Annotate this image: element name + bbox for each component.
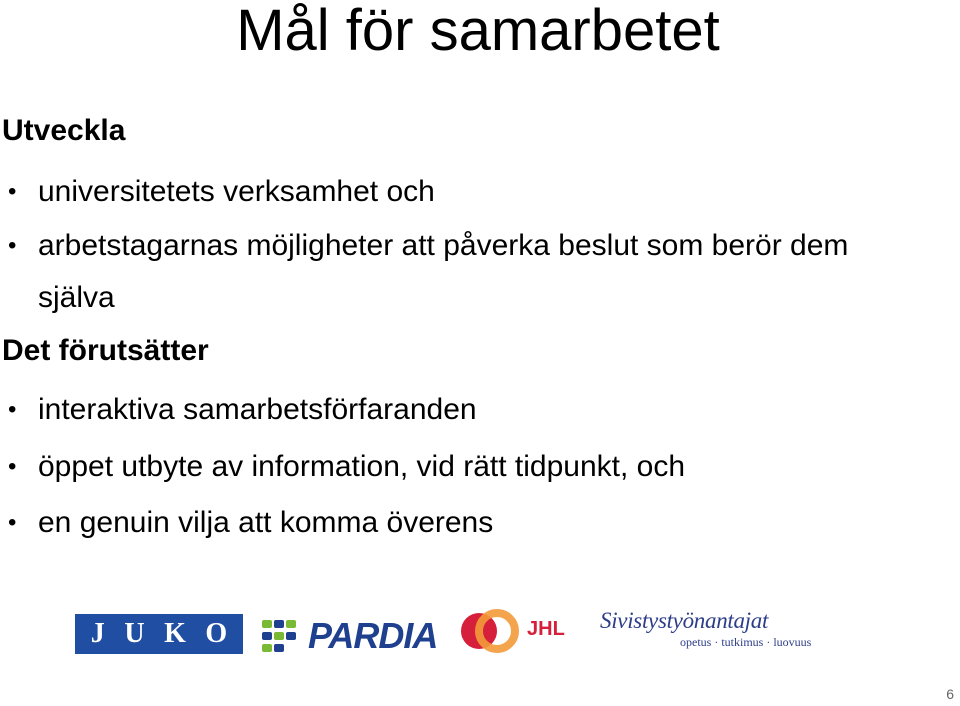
- bullet-text: interaktiva samarbetsförfaranden: [38, 393, 477, 426]
- pardia-logo: [260, 616, 437, 656]
- juko-logo: [75, 614, 243, 654]
- juko-letter: K: [164, 618, 186, 649]
- page-number: 6: [946, 686, 954, 702]
- section-heading-utveckla: Utveckla: [2, 114, 126, 147]
- juko-letter: O: [205, 618, 228, 649]
- bullet-text: en genuin vilja att komma överens: [38, 506, 494, 539]
- bullet-icon: •: [8, 453, 17, 480]
- bullet-item: [0, 384, 940, 436]
- bullet-item: [0, 497, 940, 549]
- slide-title: [0, 0, 960, 62]
- bullet-text: öppet utbyte av information, vid rätt tidpunkt, och: [38, 450, 686, 483]
- sivistystyonantajat-logo: [600, 608, 840, 650]
- bullet-text: arbetstagarnas möjligheter att påverka beslut som berör dem själva: [38, 229, 849, 314]
- bullet-icon: •: [8, 178, 17, 205]
- bullet-icon: •: [8, 396, 17, 423]
- jhl-wordmark: JHL: [527, 618, 565, 640]
- section-heading-forutsatter: Det förutsätter: [2, 334, 209, 367]
- bullet-text: universitetets verksamhet och: [38, 175, 435, 208]
- bullet-icon: •: [8, 232, 17, 259]
- bullet-item: [0, 220, 920, 324]
- juko-letter: U: [124, 618, 145, 649]
- jhl-logo: [455, 602, 575, 660]
- jhl-circles-icon: [455, 602, 527, 660]
- bullet-icon: •: [8, 509, 17, 536]
- sivistys-tagline: opetus · tutkimus · luovuus: [680, 635, 812, 649]
- partner-logos: [0, 596, 960, 666]
- pardia-mark-icon: [260, 616, 306, 656]
- bullet-item: [0, 441, 940, 493]
- slide-title-text: Mål för samarbetet: [236, 0, 720, 63]
- juko-letter: J: [90, 618, 105, 649]
- bullet-item: [0, 166, 940, 218]
- pardia-wordmark: PARDIA: [308, 615, 438, 656]
- sivistys-name: Sivistystyönantajat: [600, 608, 769, 633]
